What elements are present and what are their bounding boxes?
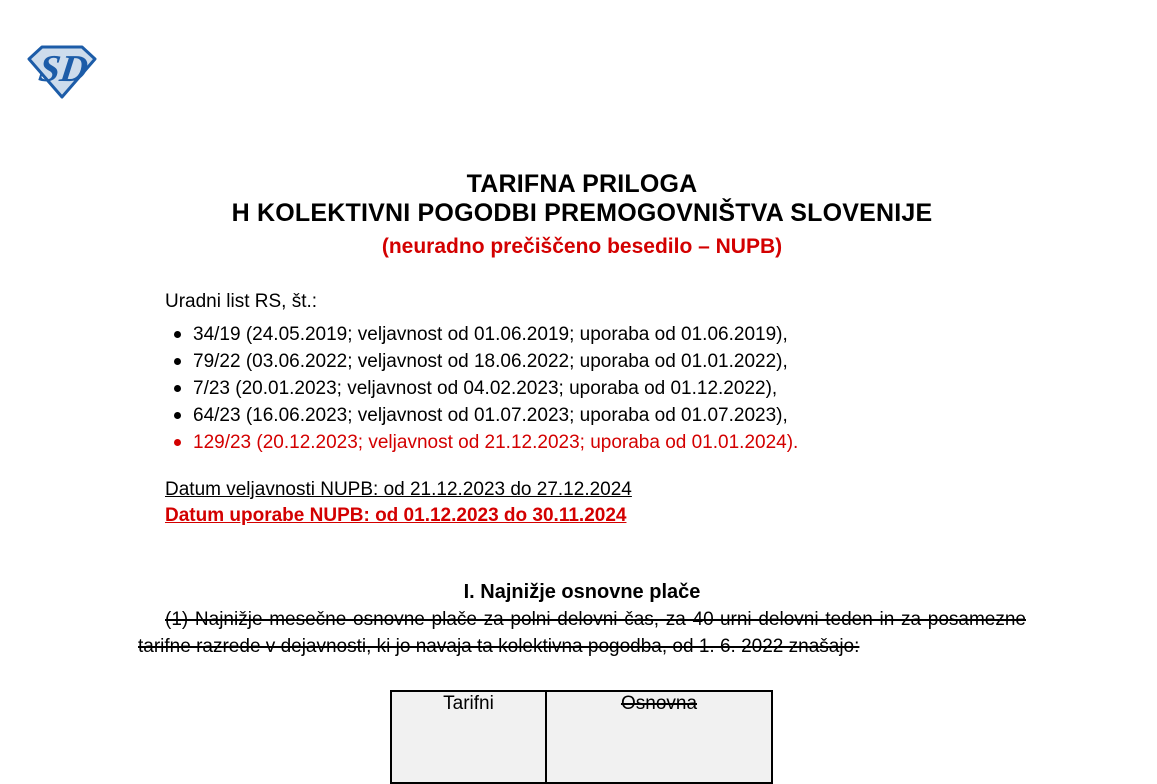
gazette-item-text: 64/23 (16.06.2023; veljavnost od 01.07.2023; uporaba od 01.07.2023), [193, 405, 788, 426]
gazette-item [138, 321, 1026, 348]
document-content [138, 0, 1026, 784]
table-header-tarifni: Tarifni [391, 691, 546, 783]
document-title-line2: H KOLEKTIVNI POGODBI PREMOGOVNIŠTVA SLOVENIJE [231, 199, 933, 227]
document-subtitle: (neuradno prečiščeno besedilo – NUPB) [381, 235, 783, 258]
table-header-osnovna [546, 691, 772, 783]
gazette-item [138, 375, 1026, 402]
table-header-row [391, 691, 772, 783]
bullet-icon [174, 385, 181, 392]
salary-table [390, 690, 773, 784]
bullet-icon [174, 412, 181, 419]
bullet-icon [174, 439, 181, 446]
gazette-intro: Uradni list RS, št.: [165, 291, 318, 312]
section-paragraph-struck: (1) Najnižje mesečne osnovne plače za polni delovni čas, za 40-urni delovni teden in za posamezne tarifne razrede v dejavnosti, ki jo navaja ta kolektivna pogodba, od 1. 6. 2022 znašajo: [138, 609, 1026, 657]
logo-letters [36, 48, 90, 90]
gazette-item [138, 348, 1026, 375]
title-block [138, 170, 1026, 262]
gazette-item-text: 129/23 (20.12.2023; veljavnost od 21.12.2023; uporaba od 01.01.2024). [193, 432, 799, 453]
company-logo-icon [26, 44, 98, 100]
gazette-item-text: 79/22 (03.06.2022; veljavnost od 18.06.2022; uporaba od 01.01.2022), [193, 351, 788, 372]
gazette-item-latest [138, 429, 1026, 456]
section-heading: I. Najnižje osnovne plače [463, 581, 701, 603]
table-header-osnovna-text: Osnovna [620, 693, 698, 714]
gazette-list [138, 321, 1026, 456]
gazette-item [138, 402, 1026, 429]
bullet-icon [174, 331, 181, 338]
bullet-icon [174, 358, 181, 365]
usage-date-line: Datum uporabe NUPB: od 01.12.2023 do 30.11.2024 [165, 505, 627, 526]
gazette-item-text: 7/23 (20.01.2023; veljavnost od 04.02.2023; uporaba od 01.12.2022), [193, 378, 778, 399]
gazette-item-text: 34/19 (24.05.2019; veljavnost od 01.06.2019; uporaba od 01.06.2019), [193, 324, 788, 345]
document-title-line1: TARIFNA PRILOGA [466, 170, 698, 198]
validity-date-line: Datum veljavnosti NUPB: od 21.12.2023 do 27.12.2024 [165, 479, 632, 500]
svg-text:SD: SD [36, 48, 91, 90]
